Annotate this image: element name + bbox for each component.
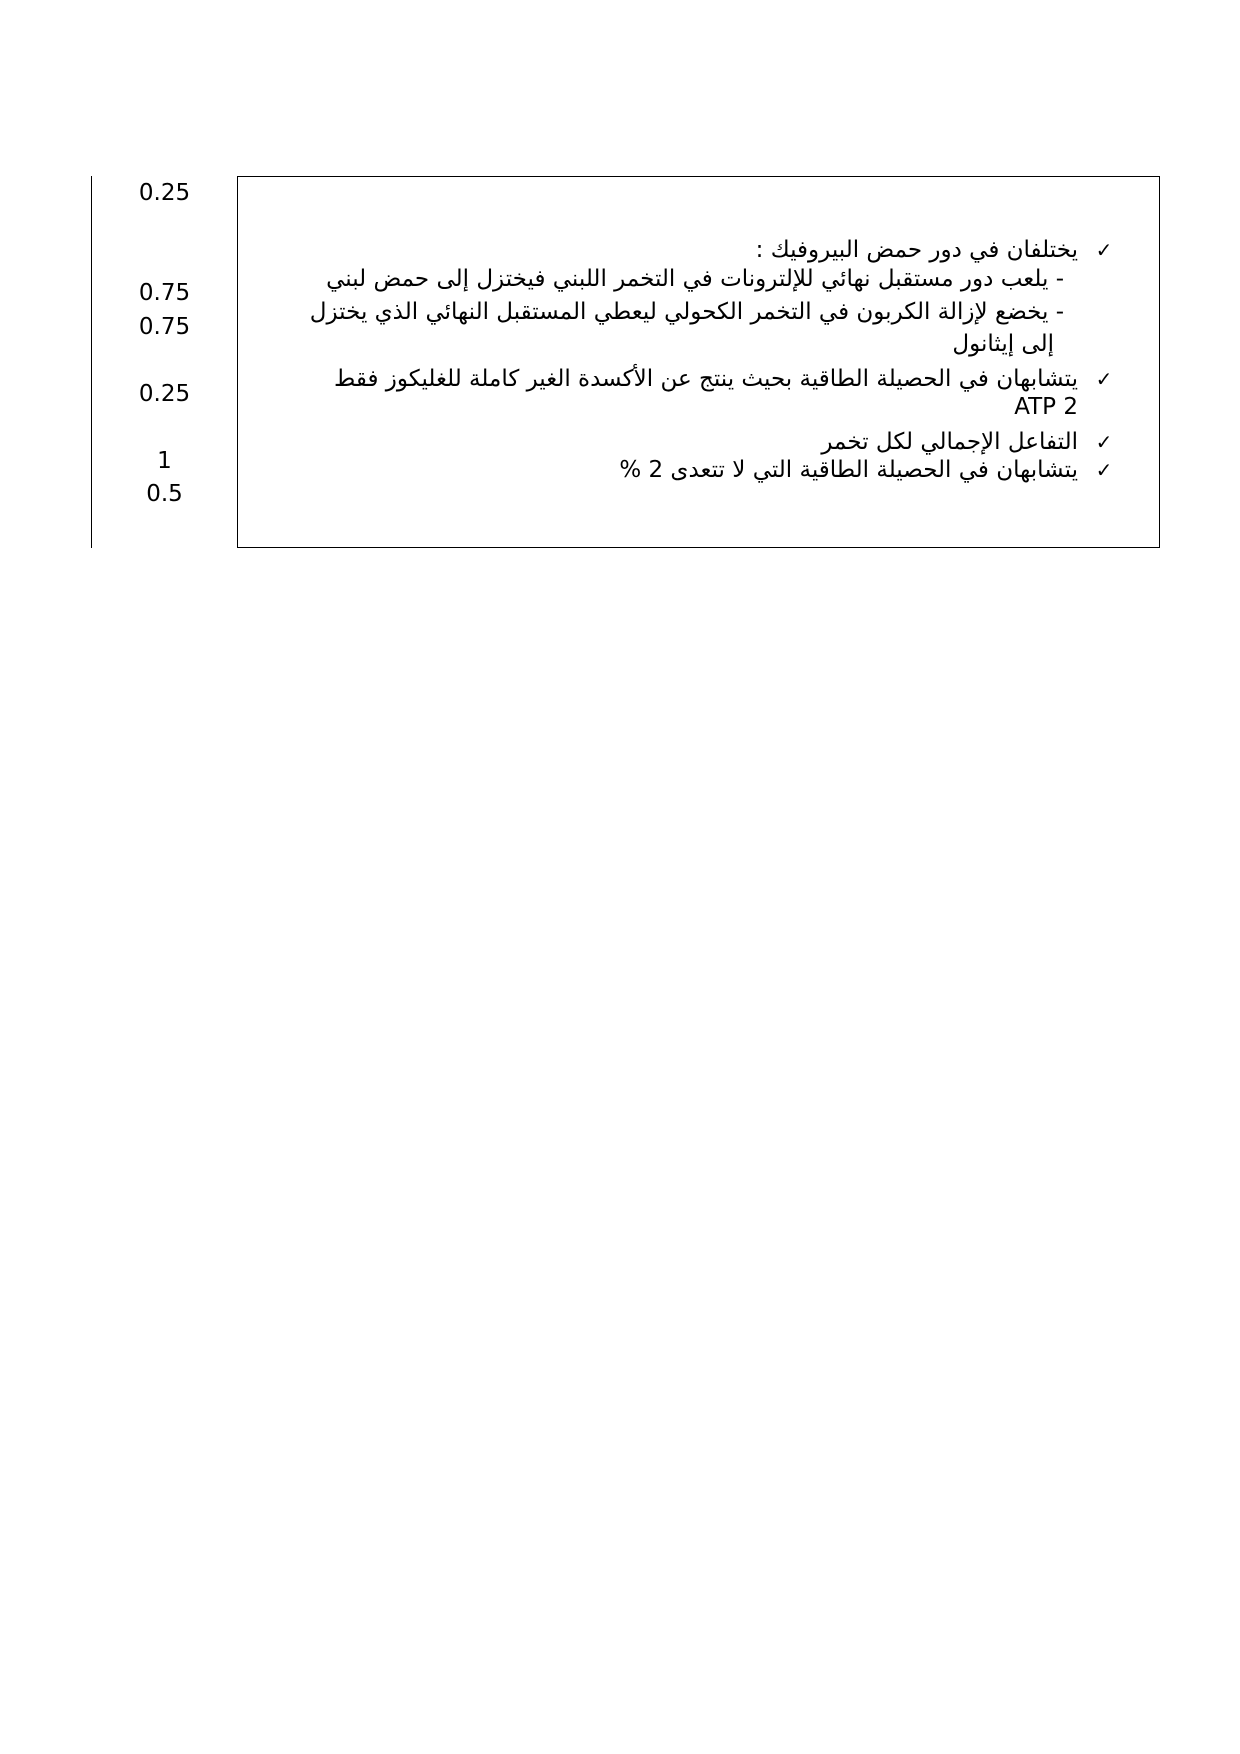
score-value: 0.25 xyxy=(138,381,191,407)
score-value: 0.75 xyxy=(138,280,191,306)
checkmark-icon: ✓ xyxy=(1095,238,1113,262)
score-value: 0.75 xyxy=(138,314,191,340)
answer-item: التفاعل الإجمالي لكل تخمر xyxy=(821,429,1078,455)
table-border-middle xyxy=(237,176,238,548)
table-border-bottom xyxy=(237,547,1160,548)
answer-subitem-continuation: إلى إيثانول xyxy=(952,331,1054,357)
score-value: 0.25 xyxy=(138,180,191,206)
table-border-top xyxy=(237,176,1160,177)
answer-item: يتشابهان في الحصيلة الطاقية بحيث ينتج عن الأكسدة الغير كاملة للغليكوز فقط xyxy=(334,366,1078,392)
checkmark-icon: ✓ xyxy=(1095,458,1113,482)
answer-item-heading: يختلفان في دور حمض البيروفيك : xyxy=(755,237,1078,263)
answer-item: يتشابهان في الحصيلة الطاقية التي لا تتعدى 2 % xyxy=(619,457,1078,483)
checkmark-icon: ✓ xyxy=(1095,367,1113,391)
score-value: 0.5 xyxy=(146,481,183,507)
answer-item-continuation: ATP 2 xyxy=(1014,394,1078,420)
table-border-right xyxy=(1159,176,1160,548)
checkmark-icon: ✓ xyxy=(1095,430,1113,454)
answer-subitem: - يلعب دور مستقبل نهائي للإلترونات في التخمر اللبني فيختزل إلى حمض لبني xyxy=(326,266,1064,292)
answer-subitem: - يخضع لإزالة الكربون في التخمر الكحولي ليعطي المستقبل النهائي الذي يختزل xyxy=(309,299,1064,325)
score-value: 1 xyxy=(157,448,172,474)
